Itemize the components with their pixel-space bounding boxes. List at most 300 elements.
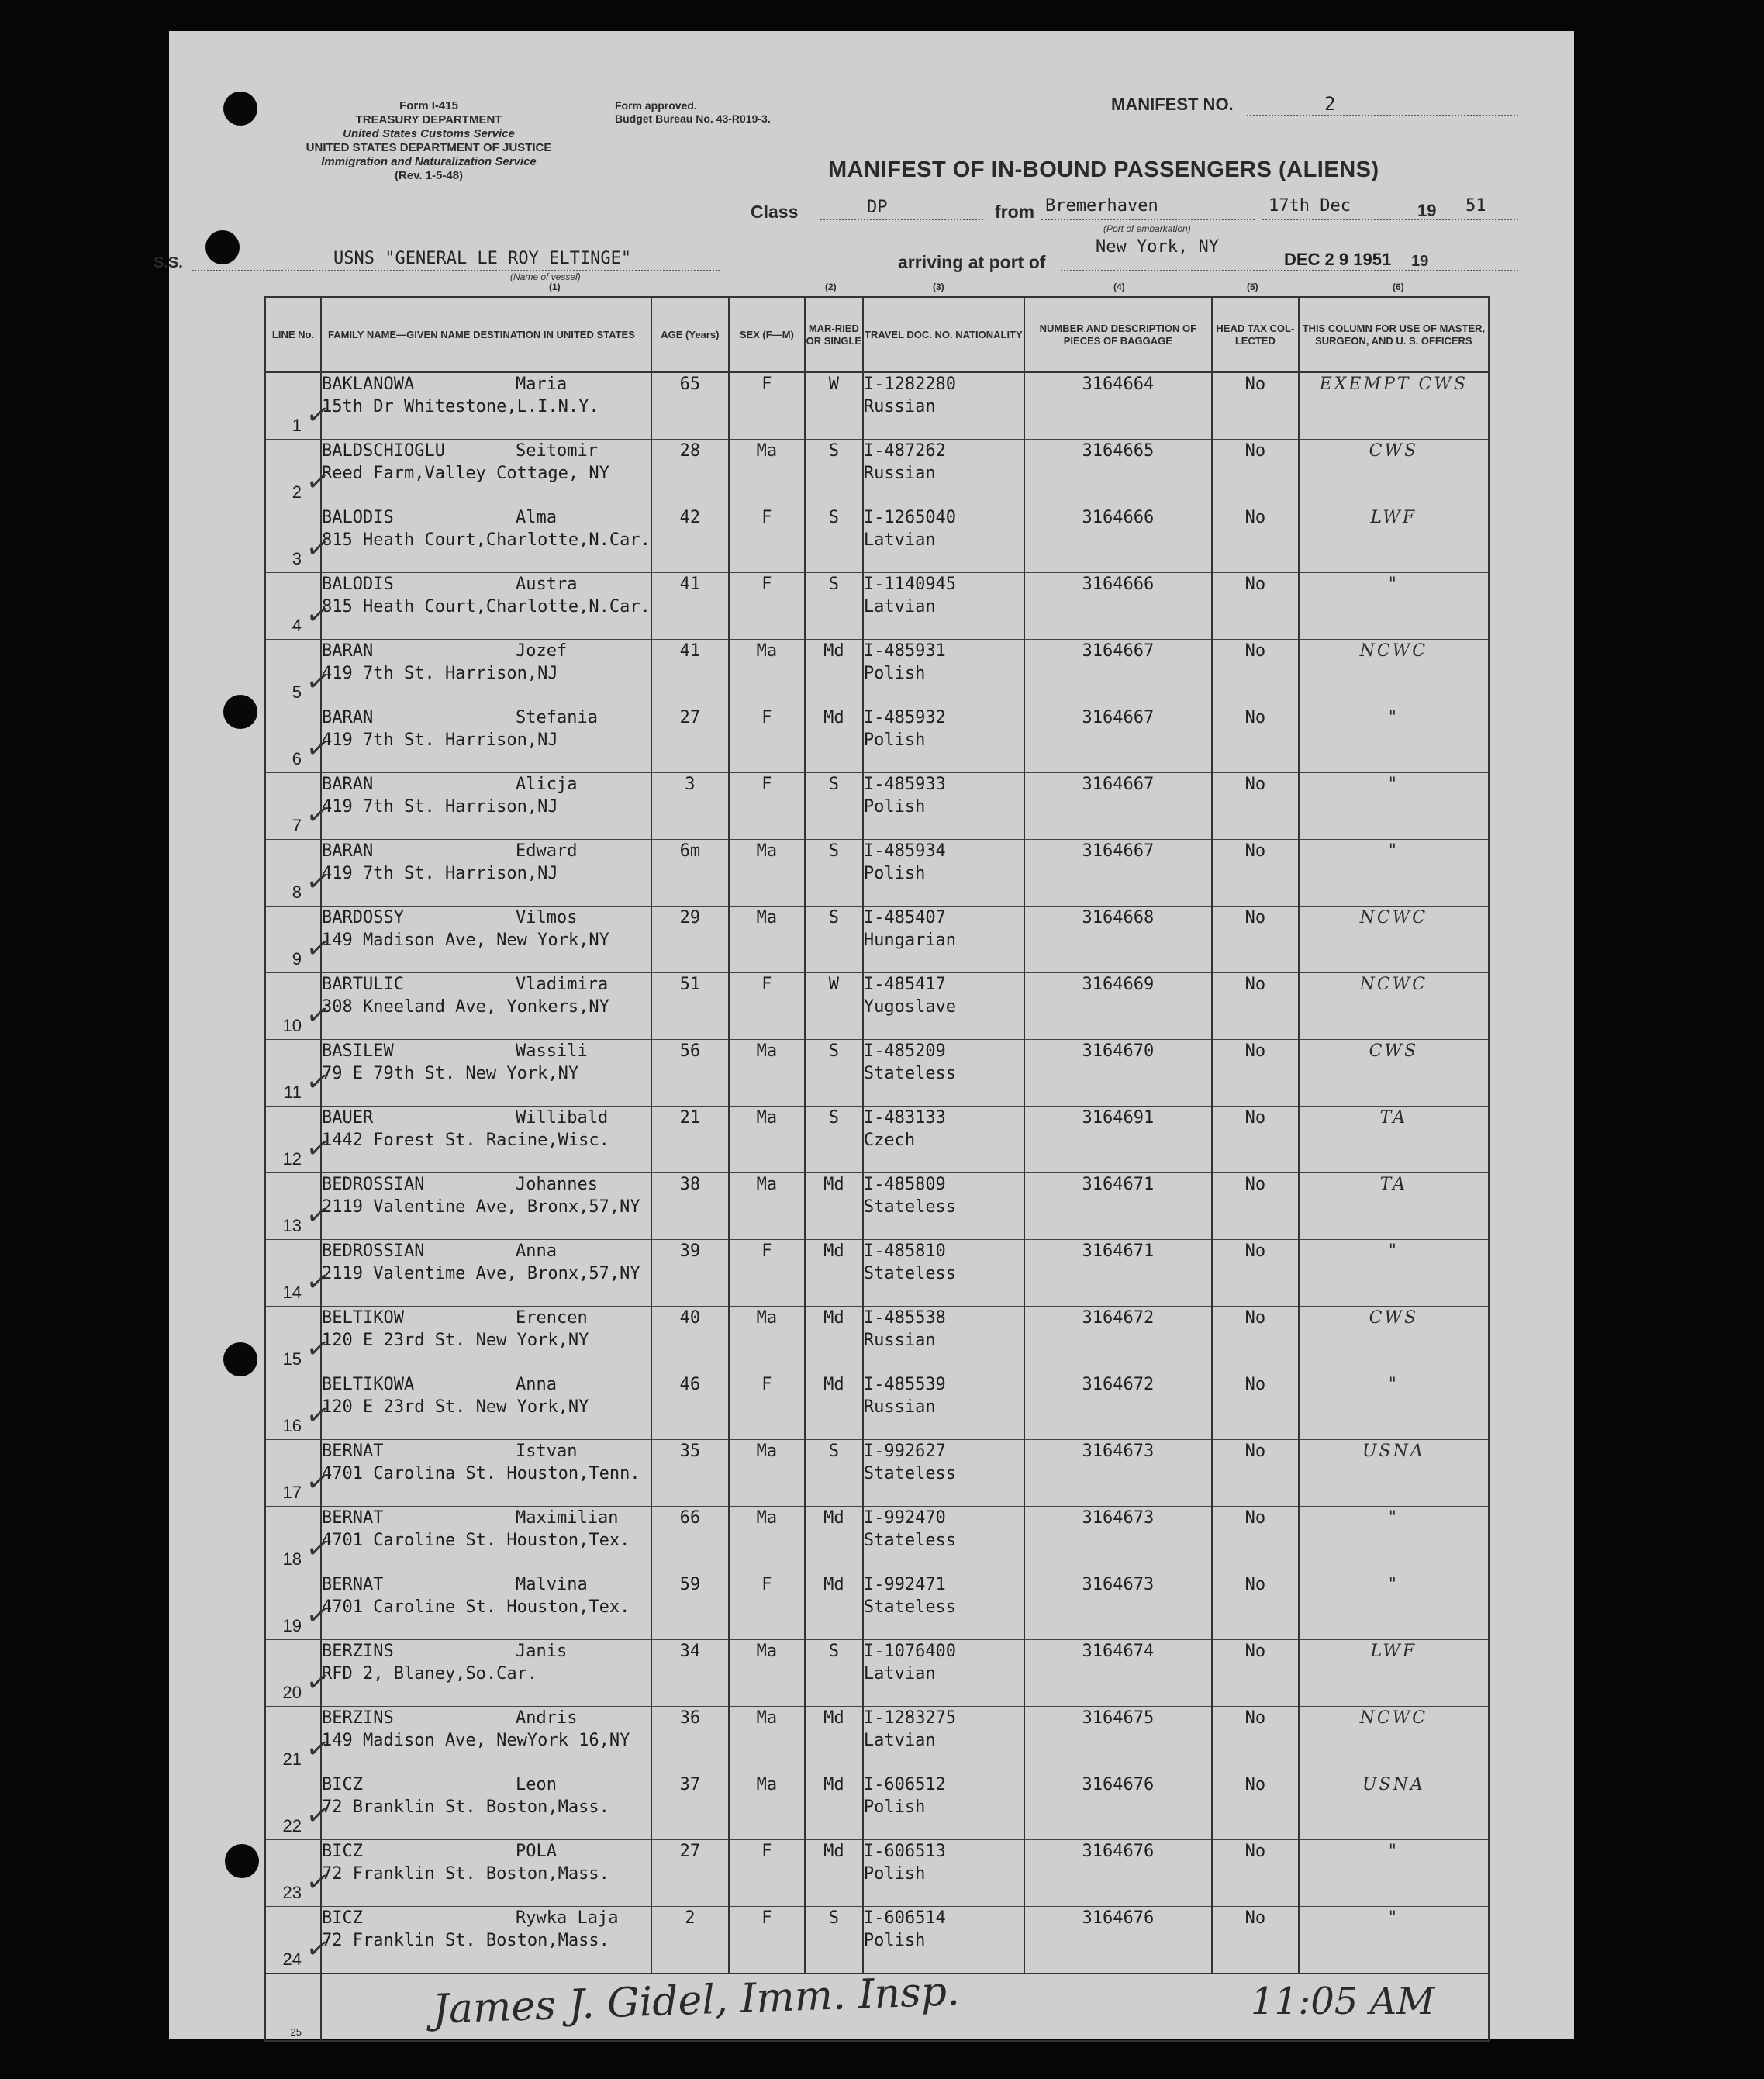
head-tax: No — [1212, 1840, 1299, 1907]
table-header-row — [265, 297, 1489, 372]
marital-status: Md — [805, 706, 863, 773]
travel-doc-number: I-992470 — [863, 1508, 946, 1528]
check-mark: ✓ — [303, 931, 333, 967]
inspector-signature: James J. Gidel, Imm. Insp. — [432, 1968, 961, 2033]
sex: F — [729, 1907, 805, 1974]
table-row — [265, 1907, 1489, 1974]
head-tax: No — [1212, 573, 1299, 640]
arrival-date-stamp: DEC 2 9 1951 — [1284, 250, 1392, 269]
line-number: 10 — [265, 973, 321, 1040]
marital-status: S — [805, 1040, 863, 1107]
arriving-label: arriving at port of — [898, 252, 1046, 272]
destination: 419 7th St. Harrison,NJ — [322, 797, 558, 817]
baggage: 3164666 — [1024, 573, 1212, 640]
check-mark: ✓ — [303, 397, 333, 433]
class-label: Class — [751, 202, 799, 222]
destination: 815 Heath Court,Charlotte,N.Car. — [322, 530, 651, 550]
check-mark: ✓ — [303, 1131, 333, 1167]
sex: Ma — [729, 1707, 805, 1773]
agency-annotation: EXEMPT CWS — [1299, 372, 1489, 440]
sex: F — [729, 1240, 805, 1307]
check-mark: ✓ — [303, 1664, 333, 1701]
agency-annotation: NCWC — [1299, 907, 1489, 973]
head-tax: No — [1212, 706, 1299, 773]
passenger-name-destination — [303, 1440, 651, 1507]
check-mark: ✓ — [303, 1264, 333, 1300]
family-name: BASILEW — [322, 1041, 394, 1061]
destination: 308 Kneeland Ave, Yonkers,NY — [322, 997, 609, 1017]
travel-doc — [863, 440, 1024, 506]
embark-date: 17th Dec — [1269, 196, 1351, 216]
table-row — [265, 440, 1489, 506]
age: 41 — [651, 640, 729, 706]
table-row — [265, 1440, 1489, 1507]
sex: Ma — [729, 1040, 805, 1107]
given-name: POLA — [516, 1842, 557, 1861]
marital-status: S — [805, 1907, 863, 1974]
manifest-title: MANIFEST OF IN-BOUND PASSENGERS (ALIENS) — [828, 157, 1379, 182]
travel-doc — [863, 907, 1024, 973]
sex: F — [729, 773, 805, 840]
nationality: Yugoslave — [863, 997, 957, 1017]
travel-doc — [863, 840, 1024, 907]
baggage: 3164667 — [1024, 640, 1212, 706]
family-name: BARTULIC — [322, 975, 404, 994]
sex: F — [729, 706, 805, 773]
agency-annotation: CWS — [1299, 440, 1489, 506]
agency-annotation: " — [1299, 773, 1489, 840]
line-number: 7 — [265, 773, 321, 840]
agency-annotation: " — [1299, 573, 1489, 640]
col-name: FAMILY NAME—GIVEN NAME DESTINATION IN UNITED STATES — [321, 297, 651, 372]
given-name: Vladimira — [516, 975, 609, 994]
destination: 149 Madison Ave, New York,NY — [322, 931, 609, 950]
table-row — [265, 1240, 1489, 1307]
travel-doc — [863, 1240, 1024, 1307]
destination: 79 E 79th St. New York,NY — [322, 1064, 579, 1083]
binder-hole — [223, 1342, 257, 1376]
marital-status: W — [805, 372, 863, 440]
family-name: BARAN — [322, 708, 374, 727]
line-number: 22 — [265, 1773, 321, 1840]
family-name: BICZ — [322, 1842, 363, 1861]
family-name: BERZINS — [322, 1642, 394, 1661]
age: 28 — [651, 440, 729, 506]
family-name: BAKLANOWA — [322, 375, 415, 394]
sex: Ma — [729, 907, 805, 973]
inspection-time: 11:05 AM — [1251, 1980, 1435, 2023]
nationality: Latvian — [863, 1731, 936, 1750]
table-row — [265, 973, 1489, 1040]
age: 6m — [651, 840, 729, 907]
given-name: Anna — [516, 1375, 557, 1394]
baggage: 3164672 — [1024, 1307, 1212, 1373]
col-baggage: NUMBER AND DESCRIPTION OF PIECES OF BAGGAGE — [1024, 297, 1212, 372]
manifest-page: Form I-415 TREASURY DEPARTMENT United States Customs Service UNITED STATES DEPARTMENT OF JUSTICE Immigration and Naturalization Service (Rev. 1-5-48) Form approved. Budget Bureau No. 43-R019-3. MANIFEST NO. 2 MANIFEST OF IN-BOUND PASSENGERS (ALIENS) Class DP from Bremerhaven (Port of embarkation) 17th Dec 19 51 S.S. USNS "GENERAL LE ROY ELTINGE" (Name of vessel) arriving at port of New York, NY DEC 2 9 1951 19 (1) (2) (3) (4) (5) (6) LINE No. FAMILY NAME—GIVEN NAME DESTINATION IN UNITED STATES AGE (Years) SEX (F—M) MAR-RIED OR SINGLE TRAVEL DOC. NO. NATIONALITY NUMBER AND DESCRIPTION OF PIECES OF BAGGAGE HEAD TAX COL-LECTED THIS COLUMN FOR USE OF MASTER, SURGEON, AND U. S. OFFICERS 1 ✓ BAKLANOWA Maria 15th Dr Whitestone,L.I.N.Y. 65 F W I-1282280 Russian 3164664 No EXEMPT CWS 2 ✓ BALDSCHIOGLU Seitomir Reed Farm,Valley Cottage, NY 28 Ma S I-487262 Russian 3164665 No CWS 3 ✓ BALODIS Alma 815 Heath Court,Charlotte,N.Car. 42 F S I-1265040 Latvian 3164666 No LWF 4 ✓ BALODIS Austra 815 Heath Court,Charlotte,N.Car. 41 F S I-1140945 Latvian 3164666 No " 5 ✓ BARAN Jozef 419 7th St. Harrison,NJ 41 Ma Md I-485931 Polish 3164667 No NCWC 6 ✓ BARAN Stefania 419 7th St. Harrison,NJ 27 F Md I-485932 Polish 3164667 No " 7 ✓ BARAN Alicja 419 7th St. Harrison,NJ 3 F S I-485933 Polish 3164667 No " 8 ✓ BARAN Edward 419 7th St. Harrison,NJ 6m Ma S I-485934 Polish 3164667 No " 9 ✓ BARDOSSY Vilmos 149 Madison Ave, New York,NY 29 Ma S I-485407 Hungarian 3164668 No NCWC 10 ✓ BARTULIC Vladimira 308 Kneeland Ave, Yonkers,NY 51 F W I-485417 Yugoslave 3164669 No NCWC 11 ✓ BASILEW Wassili 79 E 79th St. New York,NY 56 Ma S I-485209 Stateless 3164670 No CWS 12 ✓ BAUER Willibald 1442 Forest St. Racine,Wisc. 21 Ma S I-483133 Czech 3164691 No TA 13 ✓ BEDROSSIAN Johannes 2119 Valentine Ave, Bronx,57,NY 38 Ma Md I-485809 Stateless 3164671 No TA 14 ✓ BEDROSSIAN Anna 2119 Valentime Ave, Bronx,57,NY 39 F Md I-485810 Stateless 3164671 No " 15 ✓ BELTIKOW Erencen 120 E 23rd St. New York,NY 40 Ma Md I-485538 Russian 3164672 No CWS 16 ✓ BELTIKOWA Anna 120 E 23rd St. New York,NY 46 F Md I-485539 Russian 3164672 No " 17 ✓ BERNAT Istvan 4701 Carolina St. Houston,Tenn. 35 Ma S I-992627 Stateless 3164673 No USNA 18 ✓ BERNAT Maximilian 4701 Caroline St. Houston,Tex. 66 Ma Md I-992470 Stateless 3164673 No " 19 ✓ BERNAT Malvina 4701 Caroline St. Houston,Tex. 59 F Md I-992471 Stateless 3164673 No " 20 ✓ BERZINS Janis RFD 2, Blaney,So.Car. 34 Ma S I-1076400 Latvian 3164674 No LWF 21 ✓ BERZINS Andris 149 Madison Ave, NewYork 16,NY 36 Ma Md I-1283275 Latvian 3164675 No NCWC 22 ✓ BICZ Leon 72 Branklin St. Boston,Mass. 37 Ma Md I-606512 Polish 3164676 No USNA 23 ✓ BICZ POLA 72 Franklin St. Boston,Mass. 27 F Md I-606513 Polish 3164676 No " 24 ✓ BICZ Rywka Laja 72 Franklin St. Boston,Mass. 2 F S I-606514 Polish 3164676 No " 25 James J. Gidel, Imm. Insp. 11:05 AM — [169, 31, 1574, 2039]
form-approved-note: Form approved. Budget Bureau No. 43-R019-3. — [615, 99, 771, 125]
binder-hole — [205, 230, 240, 264]
travel-doc-number: I-485539 — [863, 1375, 946, 1394]
line-number: 17 — [265, 1440, 321, 1507]
head-tax: No — [1212, 1040, 1299, 1107]
travel-doc-number: I-485407 — [863, 908, 946, 927]
head-tax: No — [1212, 440, 1299, 506]
marital-status: S — [805, 506, 863, 573]
age: 66 — [651, 1507, 729, 1573]
destination: 4701 Caroline St. Houston,Tex. — [322, 1597, 630, 1617]
sex: Ma — [729, 1440, 805, 1507]
table-row — [265, 1107, 1489, 1173]
destination: 419 7th St. Harrison,NJ — [322, 864, 558, 883]
family-name: BERNAT — [322, 1508, 384, 1528]
head-tax: No — [1212, 1507, 1299, 1573]
passenger-name-destination — [303, 1373, 651, 1440]
nationality: Russian — [863, 397, 936, 416]
date-year: 51 — [1465, 196, 1486, 216]
marital-status: Md — [805, 1240, 863, 1307]
check-mark: ✓ — [303, 530, 333, 567]
agency-annotation: LWF — [1299, 1640, 1489, 1707]
nationality: Latvian — [863, 530, 936, 550]
marital-status: Md — [805, 1707, 863, 1773]
age: 36 — [651, 1707, 729, 1773]
travel-doc-number: I-485934 — [863, 841, 946, 861]
travel-doc-number: I-485809 — [863, 1175, 946, 1194]
col-head-tax: HEAD TAX COL-LECTED — [1212, 297, 1299, 372]
destination: 815 Heath Court,Charlotte,N.Car. — [322, 597, 651, 616]
manifest-no-label: MANIFEST NO. — [1111, 95, 1234, 114]
line-number: 16 — [265, 1373, 321, 1440]
head-tax: No — [1212, 1573, 1299, 1640]
marital-status: S — [805, 907, 863, 973]
check-mark: ✓ — [303, 1798, 333, 1834]
manifest-no-value: 2 — [1324, 93, 1336, 115]
travel-doc-number: I-606514 — [863, 1908, 946, 1928]
travel-doc — [863, 1640, 1024, 1707]
given-name: Edward — [516, 841, 578, 861]
passenger-name-destination — [303, 1173, 651, 1240]
nationality: Polish — [863, 1931, 926, 1950]
destination: 2119 Valentine Ave, Bronx,57,NY — [322, 1197, 640, 1217]
check-mark: ✓ — [303, 1597, 333, 1634]
baggage: 3164673 — [1024, 1440, 1212, 1507]
given-name: Rywka Laja — [516, 1908, 619, 1928]
sex: Ma — [729, 1773, 805, 1840]
agency-annotation: CWS — [1299, 1307, 1489, 1373]
sex: F — [729, 573, 805, 640]
line-number: 23 — [265, 1840, 321, 1907]
travel-doc-number: I-606512 — [863, 1775, 946, 1794]
check-mark: ✓ — [303, 797, 333, 834]
from-value: Bremerhaven — [1045, 196, 1158, 216]
baggage: 3164673 — [1024, 1507, 1212, 1573]
agency-annotation: TA — [1299, 1107, 1489, 1173]
agency-annotation: " — [1299, 1507, 1489, 1573]
head-tax: No — [1212, 1307, 1299, 1373]
family-name: BARDOSSY — [322, 908, 404, 927]
family-name: BELTIKOW — [322, 1308, 404, 1328]
table-row — [265, 1573, 1489, 1640]
given-name: Erencen — [516, 1308, 588, 1328]
agency-annotation: " — [1299, 1840, 1489, 1907]
age: 46 — [651, 1373, 729, 1440]
travel-doc — [863, 1107, 1024, 1173]
marital-status: Md — [805, 1773, 863, 1840]
line-number: 25 — [265, 1974, 321, 2041]
destination: RFD 2, Blaney,So.Car. — [322, 1664, 538, 1684]
family-name: BALODIS — [322, 508, 394, 527]
given-name: Malvina — [516, 1575, 588, 1594]
given-name: Leon — [516, 1775, 557, 1794]
nationality: Polish — [863, 730, 926, 750]
travel-doc-number: I-487262 — [863, 441, 946, 461]
destination: 72 Franklin St. Boston,Mass. — [322, 1864, 609, 1884]
table-row — [265, 1040, 1489, 1107]
travel-doc — [863, 706, 1024, 773]
agency-annotation: LWF — [1299, 506, 1489, 573]
agency-annotation: " — [1299, 1240, 1489, 1307]
sex: Ma — [729, 1107, 805, 1173]
head-tax: No — [1212, 1640, 1299, 1707]
given-name: Seitomir — [516, 441, 598, 461]
table-row — [265, 1707, 1489, 1773]
nationality: Stateless — [863, 1197, 957, 1217]
family-name: BICZ — [322, 1908, 363, 1928]
family-name: BEDROSSIAN — [322, 1175, 425, 1194]
marital-status: S — [805, 840, 863, 907]
table-row — [265, 706, 1489, 773]
sex: Ma — [729, 1173, 805, 1240]
travel-doc-number: I-485932 — [863, 708, 946, 727]
family-name: BARAN — [322, 775, 374, 794]
marital-status: Md — [805, 1307, 863, 1373]
travel-doc — [863, 973, 1024, 1040]
agency-annotation: " — [1299, 1373, 1489, 1440]
baggage: 3164671 — [1024, 1173, 1212, 1240]
passenger-name-destination — [303, 1573, 651, 1640]
line-number: 5 — [265, 640, 321, 706]
check-mark: ✓ — [303, 1731, 333, 1767]
sex: F — [729, 1840, 805, 1907]
table-row — [265, 1373, 1489, 1440]
arrival-year-prefix: 19 — [1411, 253, 1429, 270]
age: 27 — [651, 706, 729, 773]
line-number: 21 — [265, 1707, 321, 1773]
agency-annotation: NCWC — [1299, 973, 1489, 1040]
table-row — [265, 506, 1489, 573]
baggage: 3164674 — [1024, 1640, 1212, 1707]
travel-doc — [863, 1173, 1024, 1240]
agency-annotation: NCWC — [1299, 640, 1489, 706]
head-tax: No — [1212, 1107, 1299, 1173]
arriving-port: New York, NY — [1096, 237, 1219, 257]
travel-doc-number: I-485209 — [863, 1041, 946, 1061]
passenger-name-destination — [303, 440, 651, 506]
age: 65 — [651, 372, 729, 440]
line-number: 2 — [265, 440, 321, 506]
destination: 419 7th St. Harrison,NJ — [322, 730, 558, 750]
age: 40 — [651, 1307, 729, 1373]
baggage: 3164667 — [1024, 840, 1212, 907]
line-number: 13 — [265, 1173, 321, 1240]
given-name: Austra — [516, 575, 578, 594]
passenger-name-destination — [303, 1040, 651, 1107]
travel-doc-number: I-485417 — [863, 975, 946, 994]
marital-status: Md — [805, 640, 863, 706]
marital-status: Md — [805, 1373, 863, 1440]
travel-doc — [863, 1373, 1024, 1440]
nationality: Latvian — [863, 597, 936, 616]
given-name: Anna — [516, 1242, 557, 1261]
family-name: BERNAT — [322, 1575, 384, 1594]
line-number: 15 — [265, 1307, 321, 1373]
passenger-name-destination — [303, 372, 651, 440]
vessel-name-note: (Name of vessel) — [510, 271, 581, 282]
passenger-name-destination — [303, 640, 651, 706]
baggage: 3164665 — [1024, 440, 1212, 506]
baggage: 3164670 — [1024, 1040, 1212, 1107]
head-tax: No — [1212, 1173, 1299, 1240]
marital-status: Md — [805, 1840, 863, 1907]
passenger-name-destination — [303, 907, 651, 973]
table-row — [265, 1173, 1489, 1240]
destination: 4701 Carolina St. Houston,Tenn. — [322, 1464, 640, 1483]
destination: 419 7th St. Harrison,NJ — [322, 664, 558, 683]
sex: F — [729, 506, 805, 573]
nationality: Polish — [863, 797, 926, 817]
travel-doc — [863, 372, 1024, 440]
line-number: 24 — [265, 1907, 321, 1974]
head-tax: No — [1212, 1907, 1299, 1974]
baggage: 3164672 — [1024, 1373, 1212, 1440]
check-mark: ✓ — [303, 1931, 333, 1967]
travel-doc — [863, 1307, 1024, 1373]
head-tax: No — [1212, 1773, 1299, 1840]
passenger-name-destination — [303, 1640, 651, 1707]
passenger-name-destination — [303, 1240, 651, 1307]
travel-doc-number: I-1283275 — [863, 1708, 957, 1728]
table-row — [265, 1840, 1489, 1907]
col-sex: SEX (F—M) — [729, 297, 805, 372]
destination: 15th Dr Whitestone,L.I.N.Y. — [322, 397, 599, 416]
nationality: Polish — [863, 1798, 926, 1817]
line-number: 6 — [265, 706, 321, 773]
age: 59 — [651, 1573, 729, 1640]
line-number: 14 — [265, 1240, 321, 1307]
family-name: BALDSCHIOGLU — [322, 441, 445, 461]
marital-status: S — [805, 440, 863, 506]
nationality: Polish — [863, 864, 926, 883]
form-department-block: Form I-415 TREASURY DEPARTMENT United States Customs Service UNITED STATES DEPARTMENT OF JUSTICE Immigration and Naturalization Service (Rev. 1-5-48) — [306, 99, 552, 182]
check-mark: ✓ — [303, 1197, 333, 1234]
age: 37 — [651, 1773, 729, 1840]
destination: Reed Farm,Valley Cottage, NY — [322, 464, 609, 483]
age: 41 — [651, 573, 729, 640]
head-tax: No — [1212, 506, 1299, 573]
port-embarkation-note: (Port of embarkation) — [1103, 223, 1191, 234]
age: 38 — [651, 1173, 729, 1240]
nationality: Russian — [863, 1397, 936, 1417]
line-number: 12 — [265, 1107, 321, 1173]
travel-doc-number: I-992471 — [863, 1575, 946, 1594]
baggage: 3164664 — [1024, 372, 1212, 440]
travel-doc — [863, 1840, 1024, 1907]
nationality: Czech — [863, 1131, 916, 1150]
age: 2 — [651, 1907, 729, 1974]
travel-doc-number: I-483133 — [863, 1108, 946, 1128]
family-name: BERZINS — [322, 1708, 394, 1728]
nationality: Latvian — [863, 1664, 936, 1684]
age: 42 — [651, 506, 729, 573]
travel-doc — [863, 1773, 1024, 1840]
baggage: 3164668 — [1024, 907, 1212, 973]
col-officers: THIS COLUMN FOR USE OF MASTER, SURGEON, AND U. S. OFFICERS — [1299, 297, 1489, 372]
sex: Ma — [729, 640, 805, 706]
agency-annotation: " — [1299, 706, 1489, 773]
passenger-name-destination — [303, 1707, 651, 1773]
head-tax: No — [1212, 773, 1299, 840]
given-name: Johannes — [516, 1175, 598, 1194]
age: 39 — [651, 1240, 729, 1307]
sex: F — [729, 1373, 805, 1440]
check-mark: ✓ — [303, 1397, 333, 1434]
travel-doc — [863, 1707, 1024, 1773]
nationality: Stateless — [863, 1064, 957, 1083]
age: 21 — [651, 1107, 729, 1173]
table-row — [265, 573, 1489, 640]
family-name: BERNAT — [322, 1442, 384, 1461]
agency-annotation: " — [1299, 1907, 1489, 1974]
class-value: DP — [867, 198, 888, 217]
travel-doc-number: I-1265040 — [863, 508, 957, 527]
check-mark: ✓ — [303, 730, 333, 767]
head-tax: No — [1212, 907, 1299, 973]
sex: F — [729, 973, 805, 1040]
travel-doc — [863, 1507, 1024, 1573]
nationality: Russian — [863, 464, 936, 483]
family-name: BARAN — [322, 841, 374, 861]
nationality: Polish — [863, 664, 926, 683]
check-mark: ✓ — [303, 997, 333, 1034]
agency-annotation: USNA — [1299, 1773, 1489, 1840]
check-mark: ✓ — [303, 864, 333, 900]
marital-status: S — [805, 1440, 863, 1507]
head-tax: No — [1212, 973, 1299, 1040]
family-name: BICZ — [322, 1775, 363, 1794]
date-century: 19 — [1417, 201, 1437, 220]
age: 27 — [651, 1840, 729, 1907]
travel-doc — [863, 1907, 1024, 1974]
travel-doc — [863, 773, 1024, 840]
travel-doc — [863, 1440, 1024, 1507]
given-name: Maximilian — [516, 1508, 619, 1528]
passenger-name-destination — [303, 706, 651, 773]
destination: 120 E 23rd St. New York,NY — [322, 1331, 589, 1350]
given-name: Maria — [516, 375, 568, 394]
destination: 72 Franklin St. Boston,Mass. — [322, 1931, 609, 1950]
travel-doc — [863, 1040, 1024, 1107]
marital-status: S — [805, 1640, 863, 1707]
passenger-name-destination — [303, 573, 651, 640]
given-name: Wassili — [516, 1041, 588, 1061]
family-name: BELTIKOWA — [322, 1375, 415, 1394]
given-name: Jozef — [516, 641, 568, 661]
binder-hole — [223, 92, 257, 126]
marital-status: Md — [805, 1507, 863, 1573]
nationality: Stateless — [863, 1264, 957, 1283]
baggage: 3164667 — [1024, 773, 1212, 840]
table-row — [265, 640, 1489, 706]
